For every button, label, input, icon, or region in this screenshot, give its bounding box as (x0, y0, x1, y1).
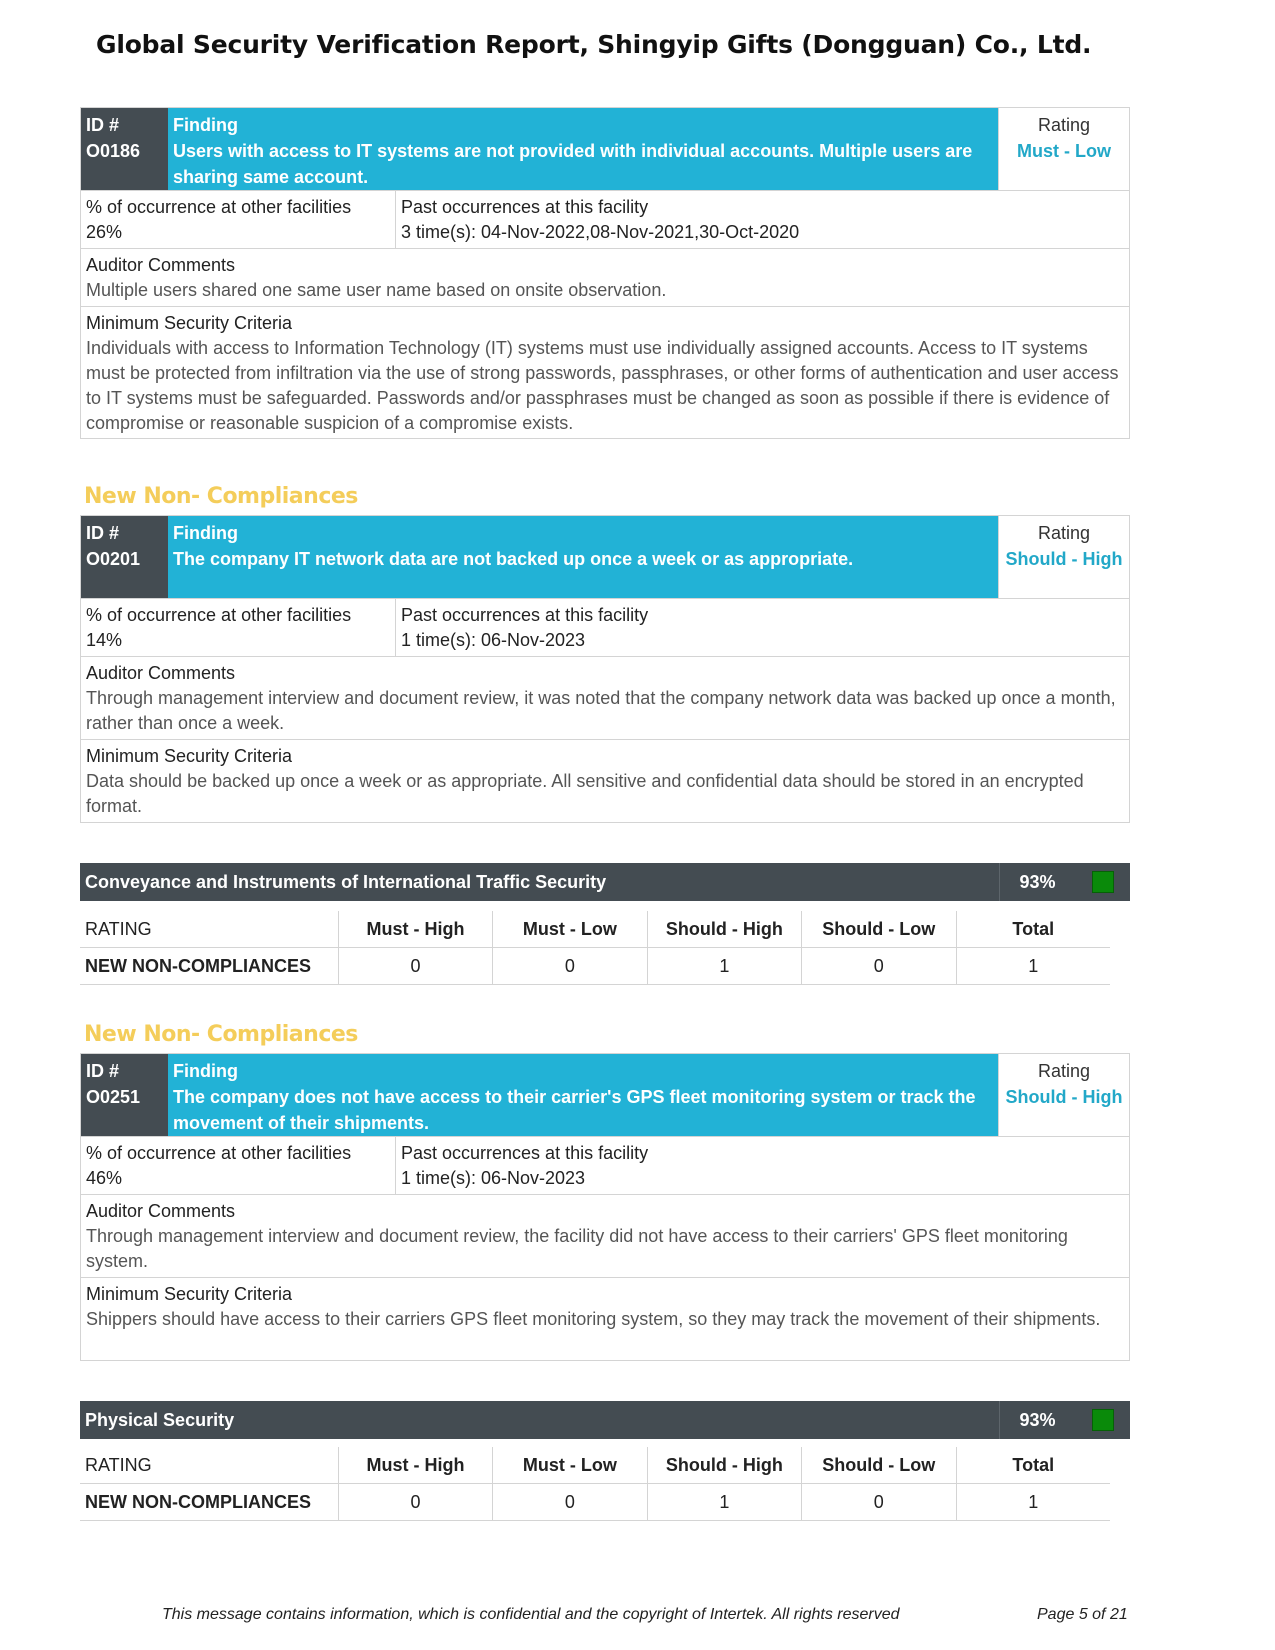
status-indicator (1075, 863, 1130, 901)
occurrence-value: 14% (86, 630, 123, 650)
auditor-label: Auditor Comments (86, 663, 236, 683)
table-cell: NEW NON-COMPLIANCES (80, 948, 338, 985)
criteria-label: Minimum Security Criteria (86, 746, 293, 766)
past-value: 1 time(s): 06-Nov-2023 (401, 1168, 586, 1188)
status-square-icon (1092, 1409, 1114, 1431)
category-percent: 93% (999, 1401, 1075, 1439)
criteria-cell (81, 307, 1129, 438)
table-cell: 1 (647, 1484, 801, 1521)
finding-label: Finding (173, 115, 238, 135)
auditor-label: Auditor Comments (86, 255, 236, 275)
occurrence-label: % of occurrence at other facilities (86, 605, 352, 625)
criteria-text: Data should be backed up once a week or as appropriate. All sensitive and confidential data should be stored in an encrypted format. (86, 771, 1084, 816)
table-header: Must - High (338, 1447, 492, 1484)
finding-id: O0186 (86, 141, 141, 161)
table-row (80, 1484, 1110, 1521)
criteria-cell (81, 1278, 1129, 1360)
finding-label: Finding (173, 1061, 238, 1081)
finding-card (80, 515, 1130, 823)
table-header: Must - Low (493, 911, 647, 948)
rating-label: Rating (1037, 115, 1091, 135)
finding-id-cell (81, 108, 168, 190)
page-number: Page 5 of 21 (1037, 1606, 1128, 1623)
past-occurrence-cell (396, 1137, 1129, 1194)
finding-id-cell (81, 516, 168, 598)
table-cell: 0 (493, 1484, 647, 1521)
finding-id: O0251 (86, 1087, 141, 1107)
table-cell: 0 (338, 1484, 492, 1521)
table-cell: 0 (338, 948, 492, 985)
occurrence-cell (81, 1137, 396, 1194)
id-label: ID # (86, 523, 120, 543)
table-cell: 0 (802, 948, 956, 985)
finding-card (80, 107, 1130, 439)
table-cell: 1 (956, 1484, 1110, 1521)
auditor-comments-cell (81, 249, 1129, 306)
category-bar (80, 863, 1130, 901)
finding-id: O0201 (86, 549, 141, 569)
summary-table (80, 1447, 1110, 1521)
past-value: 3 time(s): 04-Nov-2022,08-Nov-2021,30-Oct-2020 (401, 222, 800, 242)
rating-cell (998, 516, 1129, 598)
table-header: Must - Low (493, 1447, 647, 1484)
table-header: Should - High (647, 911, 801, 948)
table-header: Must - High (338, 911, 492, 948)
table-header: Should - High (647, 1447, 801, 1484)
table-cell: 1 (647, 948, 801, 985)
finding-id-cell (81, 1054, 168, 1136)
table-header: Total (956, 1447, 1110, 1484)
past-value: 1 time(s): 06-Nov-2023 (401, 630, 586, 650)
section-heading: New Non- Compliances (84, 1022, 358, 1047)
finding-text: The company IT network data are not backed up once a week or as appropriate. (173, 549, 854, 569)
auditor-label: Auditor Comments (86, 1201, 236, 1221)
table-cell: 1 (956, 948, 1110, 985)
finding-text-cell (168, 108, 998, 190)
table-header: Total (956, 911, 1110, 948)
criteria-cell (81, 740, 1129, 822)
rating-cell (998, 108, 1129, 190)
table-header: Should - Low (802, 1447, 956, 1484)
criteria-text: Individuals with access to Information Technology (IT) systems must use individually assigned accounts. Access to IT systems must be protected from infiltration via the use of strong passwords, passphrases, or other forms of authentication and user access to IT systems must be safeguarded. Passwords and/or passphrases must be changed as soon as possible if there is evidence of compromise or reasonable suspicion of a compromise exists. (86, 338, 1119, 433)
auditor-comments: Through management interview and document review, it was noted that the company network data was backed up once a month, rather than once a week. (86, 688, 1116, 733)
finding-text: The company does not have access to their carrier's GPS fleet monitoring system or track the movement of their shipments. (173, 1087, 976, 1133)
criteria-text: Shippers should have access to their carriers GPS fleet monitoring system, so they may track the movement of their shipments. (86, 1309, 1101, 1329)
past-occurrence-cell (396, 599, 1129, 656)
category-percent: 93% (999, 863, 1075, 901)
occurrence-cell (81, 599, 396, 656)
past-occurrence-cell (396, 191, 1129, 248)
finding-card (80, 1053, 1130, 1361)
rating-value: Should - High (1005, 1087, 1123, 1107)
auditor-comments: Through management interview and document review, the facility did not have access to their carriers' GPS fleet monitoring system. (86, 1226, 1068, 1271)
occurrence-value: 46% (86, 1168, 123, 1188)
table-header: RATING (80, 911, 338, 948)
status-square-icon (1092, 871, 1114, 893)
finding-text-cell (168, 516, 998, 598)
table-cell: 0 (802, 1484, 956, 1521)
finding-text: Users with access to IT systems are not provided with individual accounts. Multiple users are sharing same account. (173, 141, 973, 187)
page-title: Global Security Verification Report, Shingyip Gifts (Dongguan) Co., Ltd. (96, 30, 1092, 59)
occurrence-label: % of occurrence at other facilities (86, 197, 352, 217)
auditor-comments-cell (81, 657, 1129, 739)
category-name: Conveyance and Instruments of International Traffic Security (85, 871, 607, 892)
table-row (80, 948, 1110, 985)
table-cell: NEW NON-COMPLIANCES (80, 1484, 338, 1521)
footer-notice: This message contains information, which is confidential and the copyright of Intertek. All rights reserved (162, 1606, 900, 1623)
section-heading: New Non- Compliances (84, 484, 358, 509)
finding-label: Finding (173, 523, 238, 543)
rating-label: Rating (1037, 523, 1091, 543)
rating-value: Should - High (1005, 549, 1123, 569)
category-name: Physical Security (85, 1409, 235, 1430)
past-label: Past occurrences at this facility (401, 605, 649, 625)
id-label: ID # (86, 1061, 120, 1081)
rating-cell (998, 1054, 1129, 1136)
criteria-label: Minimum Security Criteria (86, 1284, 293, 1304)
occurrence-cell (81, 191, 396, 248)
auditor-comments-cell (81, 1195, 1129, 1277)
rating-value: Must - Low (1017, 141, 1111, 161)
status-indicator (1075, 1401, 1130, 1439)
past-label: Past occurrences at this facility (401, 1143, 649, 1163)
category-bar (80, 1401, 1130, 1439)
table-cell: 0 (493, 948, 647, 985)
table-header-row (80, 1447, 1110, 1484)
auditor-comments: Multiple users shared one same user name based on onsite observation. (86, 280, 667, 300)
table-header: RATING (80, 1447, 338, 1484)
occurrence-value: 26% (86, 222, 123, 242)
finding-text-cell (168, 1054, 998, 1136)
rating-label: Rating (1037, 1061, 1091, 1081)
table-header: Should - Low (802, 911, 956, 948)
summary-table (80, 911, 1110, 985)
occurrence-label: % of occurrence at other facilities (86, 1143, 352, 1163)
table-header-row (80, 911, 1110, 948)
past-label: Past occurrences at this facility (401, 197, 649, 217)
id-label: ID # (86, 115, 120, 135)
criteria-label: Minimum Security Criteria (86, 313, 293, 333)
